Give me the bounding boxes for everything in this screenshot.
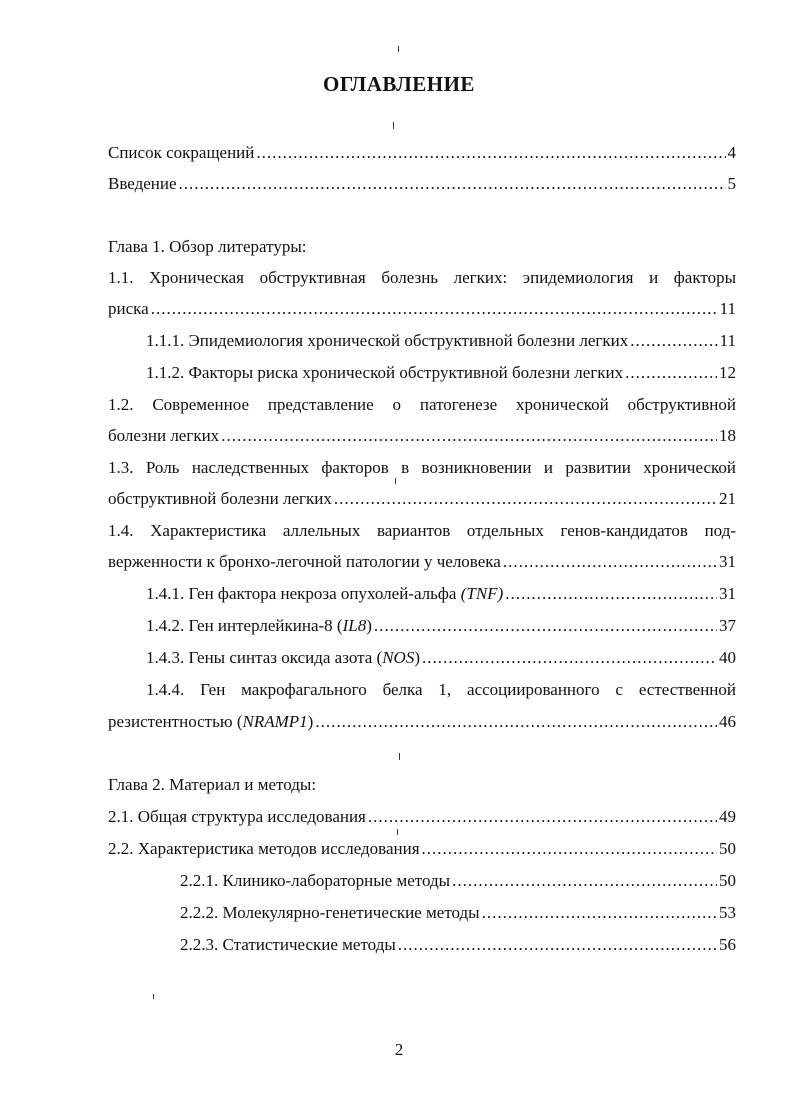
toc-label: верженности к бронхо-легочной патологии у человека xyxy=(108,552,501,571)
page-number: 2 xyxy=(394,1040,404,1059)
toc-page: 12 xyxy=(719,363,736,382)
toc-page: 18 xyxy=(719,426,736,445)
toc-page: 50 xyxy=(719,839,736,858)
toc-label: 2.2. Характеристика методов исследования xyxy=(108,839,420,858)
toc-page: 31 xyxy=(719,552,736,571)
chapter-2-heading: Глава 2. Материал и методы: xyxy=(108,775,317,794)
scan-speck xyxy=(397,829,398,835)
toc-page: 11 xyxy=(719,299,736,318)
toc-entry-2-2-2[interactable] xyxy=(180,902,736,924)
chapter-1-heading: Глава 1. Обзор литературы: xyxy=(108,237,307,256)
toc-entry-1-4-3[interactable] xyxy=(146,647,736,669)
leader-dots xyxy=(151,298,718,320)
leader-dots xyxy=(625,362,717,384)
toc-entry-1-3-line1[interactable]: 1.3. Роль наследственных факторов в возникновении и развитии хронической xyxy=(108,458,736,477)
toc-label: 2.2.3. Статистические методы xyxy=(180,935,396,954)
toc-label-text: 1.4.1. Ген фактора некроза опухолей-альфа xyxy=(146,584,457,603)
gene-symbol: TNF xyxy=(466,584,498,603)
toc-page: 31 xyxy=(719,584,736,603)
toc-label: обструктивной болезни легких xyxy=(108,489,332,508)
leader-dots xyxy=(482,902,717,924)
toc-entry-introduction[interactable] xyxy=(108,173,736,195)
toc-entry-1-1[interactable] xyxy=(108,298,736,320)
toc-label: 2.2.2. Молекулярно-генетические методы xyxy=(180,903,480,922)
toc-label-text: резистентностью xyxy=(108,712,233,731)
scan-speck xyxy=(398,46,399,52)
leader-dots xyxy=(368,806,717,828)
leader-dots xyxy=(374,615,717,637)
leader-dots xyxy=(503,551,717,573)
scan-speck xyxy=(393,122,394,129)
toc-entry-abbreviations[interactable] xyxy=(108,142,736,164)
leader-dots xyxy=(422,647,717,669)
toc-entry-2-2[interactable] xyxy=(108,838,736,860)
leader-dots xyxy=(334,488,717,510)
toc-page: 37 xyxy=(719,616,736,635)
toc-entry-1-4-line1[interactable]: 1.4. Характеристика аллельных вариантов отдельных генов-кандидатов под- xyxy=(108,521,736,540)
gene-symbol: NRAMP1 xyxy=(242,712,308,731)
toc-entry-2-2-3[interactable] xyxy=(180,934,736,956)
toc-entry-1-2[interactable] xyxy=(108,425,736,447)
toc-page: 46 xyxy=(719,712,736,731)
toc-label: 2.1. Общая структура исследования xyxy=(108,807,366,826)
toc-page: 21 xyxy=(719,489,736,508)
toc-entry-1-4-4[interactable] xyxy=(108,711,736,733)
toc-label-text: 1.4.3. Гены синтаз оксида азота xyxy=(146,648,373,667)
toc-entry-1-4-1[interactable] xyxy=(146,583,736,605)
toc-page: 4 xyxy=(727,143,736,162)
toc-entry-1-4[interactable] xyxy=(108,551,736,573)
leader-dots xyxy=(398,934,717,956)
toc-entry-1-3[interactable] xyxy=(108,488,736,510)
leader-dots xyxy=(315,711,717,733)
gene-symbol: IL8 xyxy=(342,616,367,635)
toc-label: 1.1.2. Факторы риска хронической обструктивной болезни легких xyxy=(146,363,624,382)
toc-entry-2-2-1[interactable] xyxy=(180,870,736,892)
toc-entry-1-2-line1[interactable]: 1.2. Современное представление о патогенезе хронической обструктивной xyxy=(108,395,736,414)
toc-label: 1.4.3. Гены синтаз оксида азота (NOS) xyxy=(146,648,420,667)
toc-label: риска xyxy=(108,299,149,318)
leader-dots xyxy=(505,583,717,605)
scan-speck xyxy=(395,478,396,484)
toc-label: 1.4.1. Ген фактора некроза опухолей-альфа (TNF) xyxy=(146,584,504,603)
leader-dots xyxy=(422,838,717,860)
page-title: ОГЛАВЛЕНИЕ xyxy=(323,72,475,96)
toc-entry-1-4-4-line1[interactable]: 1.4.4. Ген макрофагального белка 1, ассоциированного с естественной xyxy=(146,680,736,699)
toc-entry-1-4-2[interactable] xyxy=(146,615,736,637)
leader-dots xyxy=(452,870,717,892)
toc-label: резистентностью (NRAMP1) xyxy=(108,712,314,731)
toc-label: Список сокращений xyxy=(108,143,255,162)
leader-dots xyxy=(256,142,725,164)
toc-label: 1.4.2. Ген интерлейкина-8 (IL8) xyxy=(146,616,372,635)
toc-label-text: 1.4.2. Ген интерлейкина-8 xyxy=(146,616,333,635)
toc-page: 11 xyxy=(719,331,736,350)
toc-page: 56 xyxy=(719,935,736,954)
leader-dots xyxy=(179,173,726,195)
toc-entry-1-1-2[interactable] xyxy=(146,362,736,384)
leader-dots xyxy=(221,425,717,447)
toc-page: 49 xyxy=(719,807,736,826)
toc-label: Введение xyxy=(108,174,177,193)
leader-dots xyxy=(630,330,717,352)
toc-page: 50 xyxy=(719,871,736,890)
scan-speck xyxy=(399,753,400,760)
toc-label: болезни легких xyxy=(108,426,220,445)
toc-page: 53 xyxy=(719,903,736,922)
toc-label: 1.1.1. Эпидемиология хронической обструктивной болезни легких xyxy=(146,331,629,350)
toc-entry-2-1[interactable] xyxy=(108,806,736,828)
toc-page: 5 xyxy=(727,174,736,193)
toc-entry-1-1-1[interactable] xyxy=(146,330,736,352)
toc-page: 40 xyxy=(719,648,736,667)
toc-entry-1-1-line1[interactable]: 1.1. Хроническая обструктивная болезнь легких: эпидемиология и факторы xyxy=(108,268,736,287)
scan-speck xyxy=(153,994,154,999)
gene-symbol: NOS xyxy=(382,648,415,667)
toc-label: 2.2.1. Клинико-лабораторные методы xyxy=(180,871,451,890)
